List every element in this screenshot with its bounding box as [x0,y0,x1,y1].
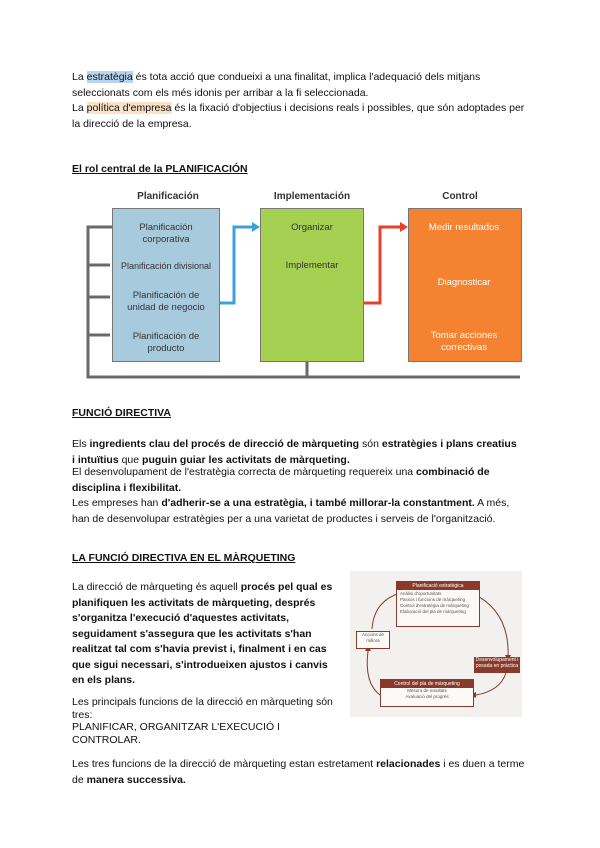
section-heading-marqueting: LA FUNCIÓ DIRECTIVA EN EL MÀRQUETING [72,552,296,564]
marqueting-paragraph-1: La direcció de màrqueting és aquell procés pel qual es planifiquen les activitats de màrqueting, després s'organitza l'execució d'aquestes activitats, seguidament s'assegura que les activitats s'han realitzat tal com s'havia previst i, finalment i en cas que sigui necessari, s'introdueixen ajustos i canvis en els plans. [72,581,333,686]
cycle-box-control [380,679,474,707]
cycle-top-lines: Anàlisi d'oportunitats Passos i funcions de màrqueting Control d'estratègia de màrqueting Elaboració del pla de màrqueting [400,591,469,614]
ctrl-item-medir: Medir resultados [428,222,500,233]
col-title-planificacion: Planificación [137,191,199,202]
col-title-implementacion: Implementación [273,191,351,202]
management-cycle-diagram [350,571,522,717]
planning-diagram [80,185,520,385]
intro-paragraph-2: La política d'empresa és la fixació d'objectius i decisions reals i possibles, que són adoptades per la direcció de la empresa. [72,102,525,130]
funcio-paragraph-3: Les empreses han d'adherir-se a una estratègia, i també millorar-la constantment. A més, han de desenvolupar estratègies per a una varietat de productes i serveis de l'organització. [72,497,510,525]
cycle-bottom-title: Control del pla de màrqueting [381,680,473,688]
arrow-impl-to-control [363,227,400,303]
cycle-top-title: Planificació estratègica [397,582,479,590]
col-title-control: Control [442,191,478,202]
plan-item-producto: Planificación de producto [132,331,200,354]
cycle-box-planificacio [396,581,480,627]
funcio-paragraph-2: El desenvolupament de l'estratègia correcta de màrqueting requereix una combinació de disciplina i flexibilitat. [72,466,490,494]
highlight-estrategia: estratègia [86,71,133,83]
cycle-box-accions: Accions de millora [356,631,390,649]
marqueting-paragraph-3: Les tres funcions de la direcció de màrqueting estan estretament relacionades i es duen a terme de manera successiva. [72,758,525,786]
highlight-politica: política d'empresa [86,102,172,114]
marqueting-paragraph-2: Les principals funcions de la direcció en màrqueting són tres: PLANIFICAR, ORGANITZAR L'EXECUCIÓ I CONTROLAR. [72,696,333,746]
plan-item-unidad-negocio: Planificación de unidad de negocio [127,290,205,313]
impl-item-organizar: Organizar [291,222,333,233]
intro-paragraph-1: La estratègia és tota acció que condueixi a una finalitat, implica l'adequació dels mitjans seleccionats com els més idonis per arribar a la fi seleccionada. [72,71,481,99]
plan-item-corporativa: Planificación corporativa [139,222,193,245]
arrow-plan-to-impl [220,227,252,303]
funcio-paragraph-1: Els ingredients clau del procés de direcció de màrqueting són estratègies i plans creatius i intuïtius que puguin guiar les activitats de màrqueting. [72,438,517,466]
plan-item-divisional: Planificación divisional [120,261,212,271]
section-heading-funcio-directiva: FUNCIÓ DIRECTIVA [72,407,171,419]
cycle-bottom-lines: Mesura de resultats Avaluació del progrés [405,688,449,699]
impl-item-implementar: Implementar [285,260,339,271]
ctrl-item-acciones: Tomar acciones correctivas [430,330,498,353]
section-heading-planificacion: El rol central de la PLANIFICACIÓN [72,163,248,175]
cycle-box-desenvolupament: Desenvolupament i posada en pràctica [474,657,520,673]
ctrl-item-diagnosticar: Diagnosticar [437,277,491,288]
